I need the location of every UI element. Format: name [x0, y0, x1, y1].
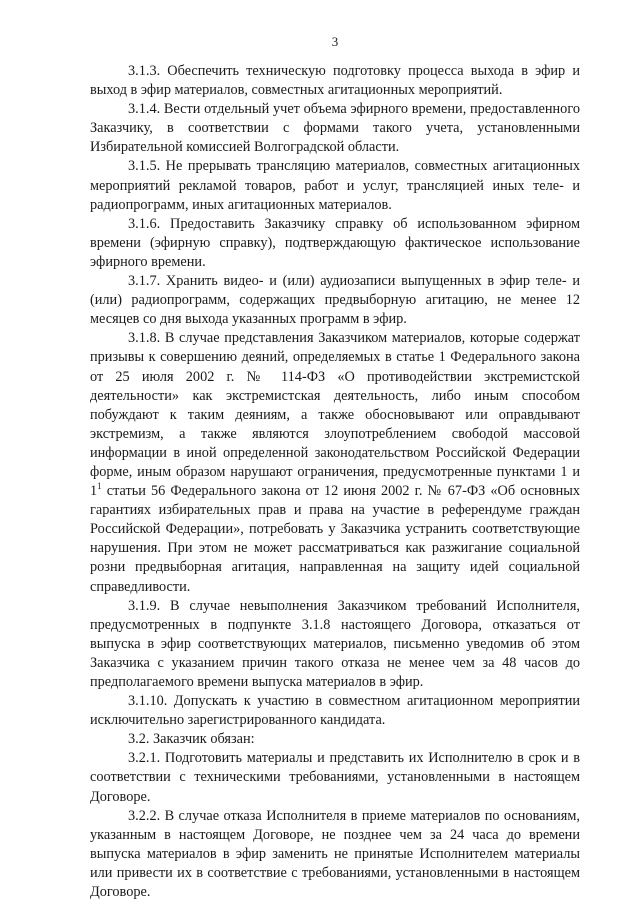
section-3-2-heading: 3.2. Заказчик обязан:	[128, 731, 255, 748]
paragraph-3-1-6: 3.1.6. Предоставить Заказчику справку об использованном эфирном времени (эфирную справку), подтверждающую фактическое использование эфирного времени.	[90, 215, 580, 270]
paragraph-3-1-4: 3.1.4. Вести отдельный учет объема эфирного времени, предоставленного Заказчику, в соответствии с формами такого учета, установленными Избирательной комиссией Волгоградской области.	[90, 101, 580, 156]
page-number: 3	[331, 34, 339, 49]
paragraph-3-1-10: 3.1.10. Допускать к участию в совместном агитационном мероприятии исключительно зарегистрированного кандидата.	[90, 693, 580, 729]
paragraph-3-2-2: 3.2.2. В случае отказа Исполнителя в приеме материалов по основаниям, указанным в настоящем Договоре, не позднее чем за 24 часа до времени выпуска материалов в эфир заменить не принятые Исполнителем материалы или привести их в соответствие с требованиями, установленными в настоящем Договоре.	[90, 807, 580, 901]
paragraph-3-1-8	[90, 329, 580, 596]
paragraph-3-1-8-text-cont: статьи 56 Федерального закона от 12 июня 2002 г. № 67-ФЗ «Об основных гарантиях избирательных прав и права на участие в референдуме граждан Российской Федерации», потребовать у Заказчика устранить соответствующие нарушения. При этом не может рассматриваться как разжигание социальной розни предвыборная агитация, направленная на защиту идей социальной справедливости.	[90, 483, 580, 595]
superscript: 1	[97, 481, 102, 492]
paragraph-3-1-9: 3.1.9. В случае невыполнения Заказчиком требований Исполнителя, предусмотренных в подпункте 3.1.8 настоящего Договора, отказаться от выпуска в эфир соответствующих материалов, письменно уведомив об этом Заказчика с указанием причин такого отказа не менее чем за 48 часов до предполагаемого времени выпуска материалов в эфир.	[90, 597, 580, 690]
paragraph-3-2-1: 3.2.1. Подготовить материалы и представить их Исполнителю в срок и в соответствии с техническими требованиями, установленными в настоящем Договоре.	[90, 750, 580, 805]
paragraph-3-1-5: 3.1.5. Не прерывать трансляцию материалов, совместных агитационных мероприятий рекламой товаров, работ и услуг, трансляцией иных теле- и радиопрограмм, иных агитационных материалов.	[90, 158, 580, 213]
paragraph-3-1-3: 3.1.3. Обеспечить техническую подготовку процесса выхода в эфир и выход в эфир материалов, совместных агитационных мероприятий.	[90, 63, 580, 99]
paragraph-3-1-8-text: 3.1.8. В случае представления Заказчиком материалов, которые содержат призывы к совершению деяний, определяемых в статье 1 Федерального закона от 25 июля 2002 г. № 114-ФЗ «О противодействии экстремистской деятельности» как экстремистская деятельность, либо иным способом побуждают к таким деяниям, а также обосновывают или оправдывают экстремизм, а также являются злоупотреблением свободой массовой информации в иной определенной законодательством Российской Федерации форме, иным образом нарушают ограничения, предусмотренные пунктами 1 и 1	[90, 330, 580, 500]
paragraph-3-1-7: 3.1.7. Хранить видео- и (или) аудиозаписи выпущенных в эфир теле- и (или) радиопрограмм, содержащих предвыборную агитацию, не менее 12 месяцев со дня выхода указанных программ в эфир.	[90, 273, 580, 328]
